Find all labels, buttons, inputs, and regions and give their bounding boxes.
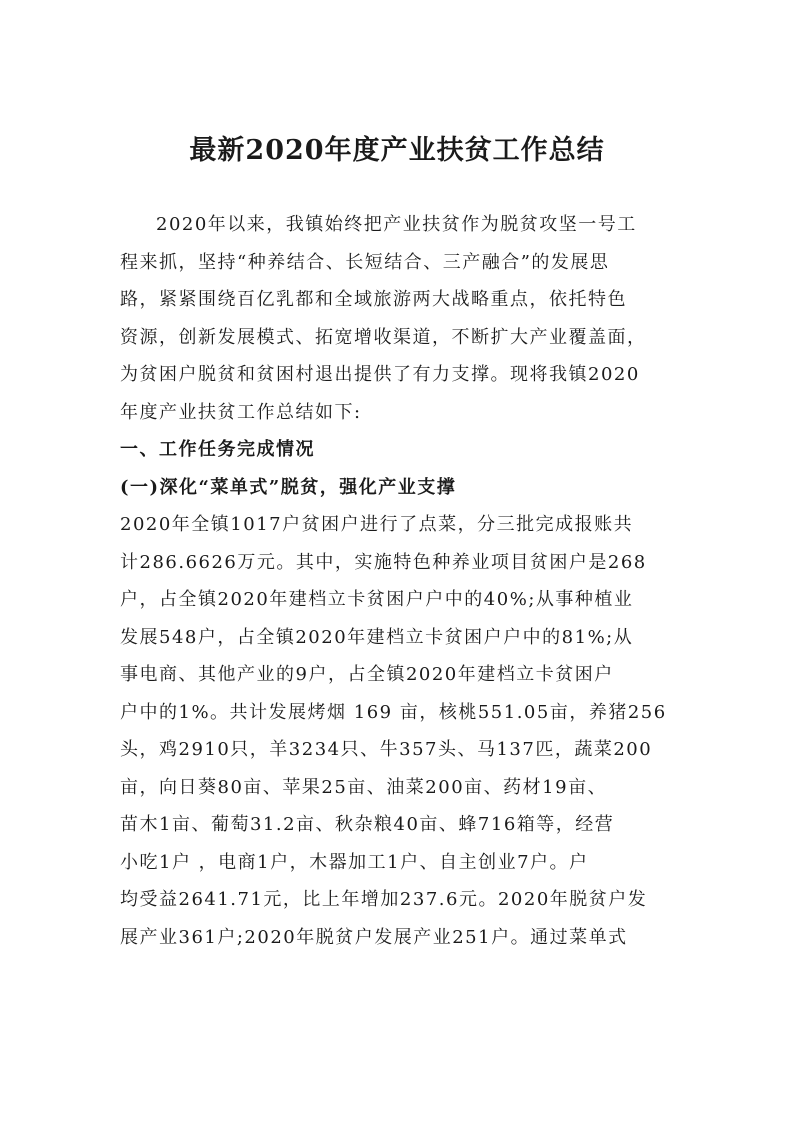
paragraph-line: 户，占全镇2020年建档立卡贫困户户中的40%;从事种植业: [120, 589, 634, 610]
paragraph-line: 2020年以来，我镇始终把产业扶贫作为脱贫攻坚一号工: [156, 214, 637, 235]
paragraph-line: 均受益2641.71元，比上年增加237.6元。2020年脱贫户发: [120, 889, 648, 910]
subsection-heading: (一)深化“菜单式”脱贫，强化产业支撑: [120, 476, 457, 498]
section-heading: 一、工作任务完成情况: [120, 439, 315, 460]
paragraph-line: 展产业361户;2020年脱贫户发展产业251户。通过菜单式: [120, 926, 628, 948]
paragraph-line: 2020年全镇1017户贫困户进行了点菜，分三批完成报账共: [120, 514, 634, 535]
paragraph-line: 户中的1%。共计发展烤烟 169 亩，核桃551.05亩，养猪256: [120, 701, 667, 723]
paragraph-line: 年度产业扶贫工作总结如下:: [120, 401, 362, 423]
paragraph-line: 程来抓，坚持“种养结合、长短结合、三产融合”的发展思: [120, 251, 610, 273]
paragraph-line: 路，紧紧围绕百亿乳都和全域旅游两大战略重点，依托特色: [120, 289, 627, 310]
paragraph-line: 亩，向日葵80亩、苹果25亩、油菜200亩、药材19亩、: [120, 776, 608, 798]
paragraph-line: 为贫困户脱贫和贫困村退出提供了有力支撑。现将我镇2020: [120, 364, 640, 385]
paragraph-line: 小吃1户 ，电商1户，木器加工1户、自主创业7户。户: [120, 851, 589, 873]
paragraph-line: 苗木1亩、葡萄31.2亩、秋杂粮40亩、蜂716箱等，经营: [120, 814, 615, 835]
paragraph-line: 资源，创新发展模式、拓宽增收渠道，不断扩大产业覆盖面，: [120, 326, 647, 348]
document-body: [120, 206, 686, 956]
document-title: 最新2020年度产业扶贫工作总结: [189, 135, 605, 166]
paragraph-line: 事电商、其他产业的9户，占全镇2020年建档立卡贫困户: [120, 664, 614, 685]
paragraph-line: 发展548户，占全镇2020年建档立卡贫困户户中的81%;从: [120, 626, 634, 648]
paragraph-line: 计286.6626万元。其中，实施特色种养业项目贫困户是268: [120, 551, 647, 573]
paragraph-line: 头，鸡2910只，羊3234只、牛357头、马137匹，蔬菜200: [120, 739, 653, 760]
